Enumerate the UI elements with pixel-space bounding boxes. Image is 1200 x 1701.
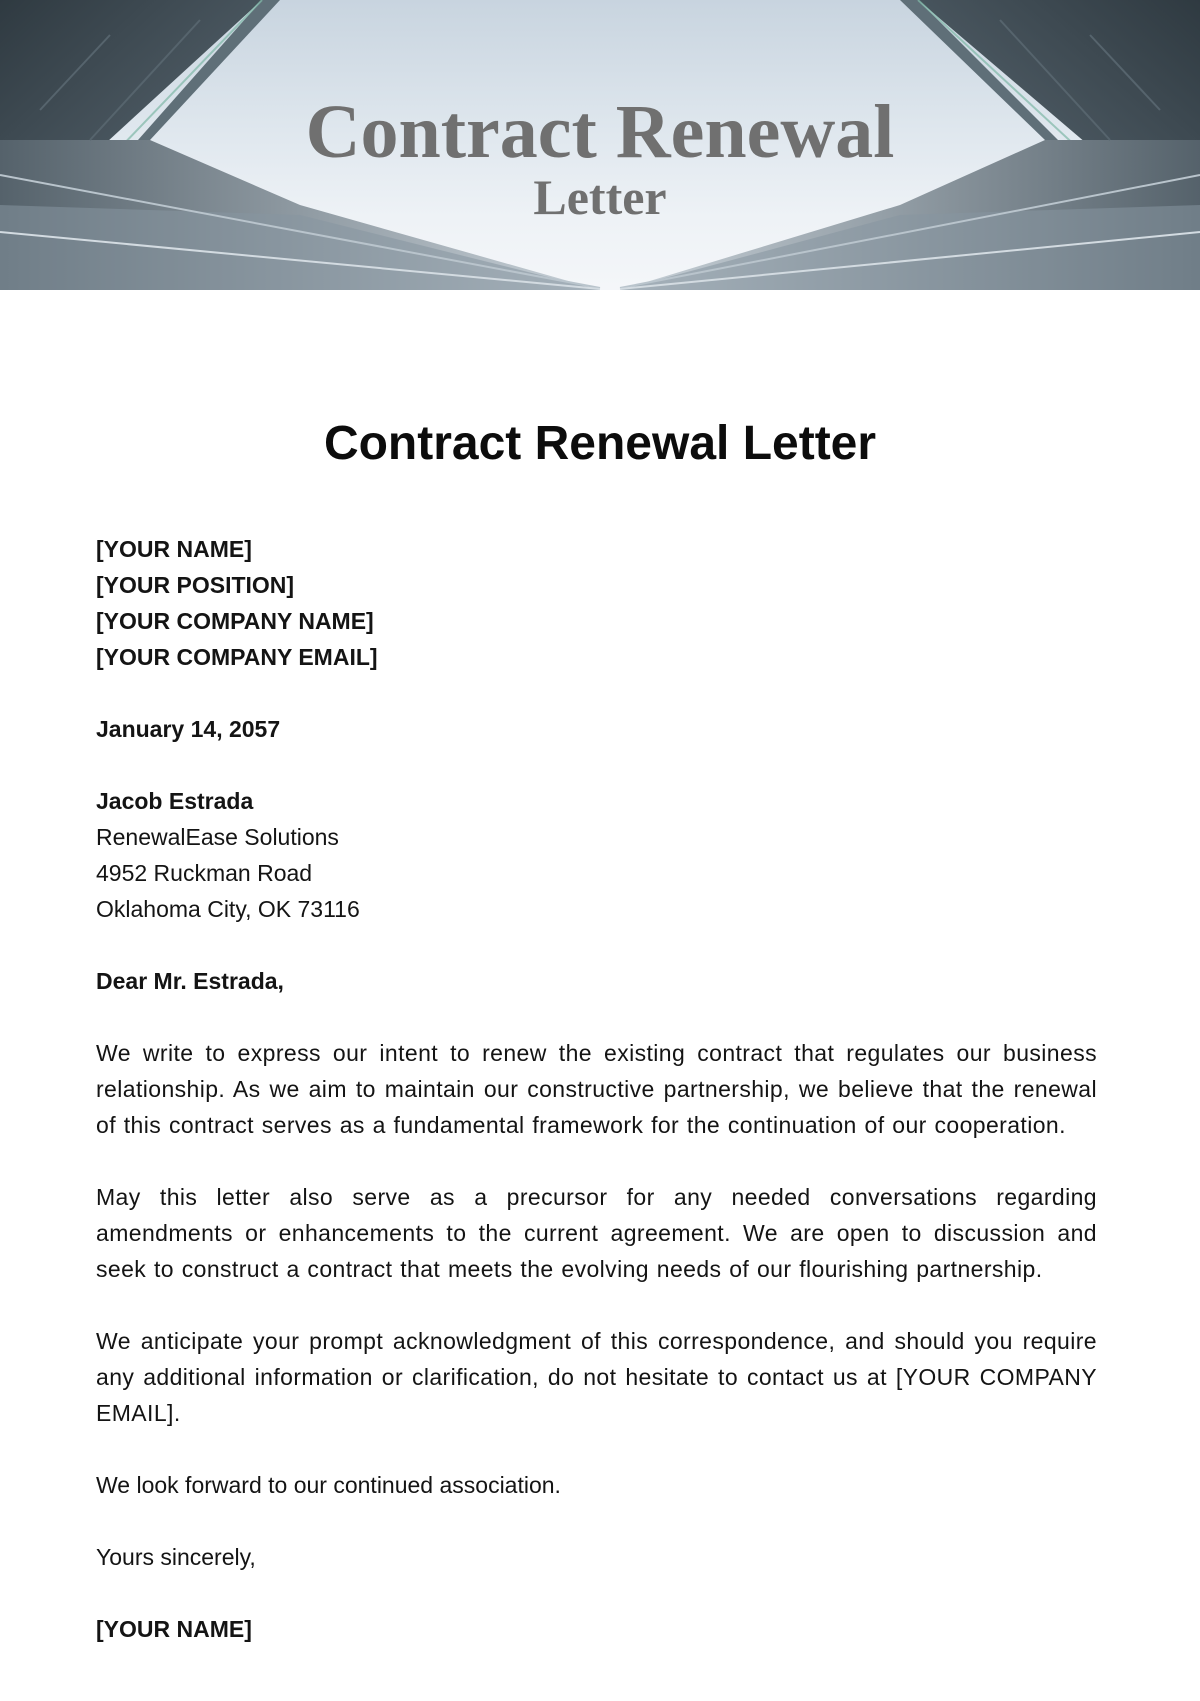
paragraph-2-block — [96, 1179, 1097, 1287]
signature-name: [YOUR NAME] — [96, 1616, 252, 1642]
header-banner — [0, 0, 1200, 290]
salutation: Dear Mr. Estrada, — [96, 968, 284, 994]
letter-body — [96, 531, 1097, 1683]
recipient-address-line1: 4952 Ruckman Road — [96, 860, 313, 886]
body-paragraph: We anticipate your prompt acknowledgment of this correspondence, and should you require any additional information or clarification, do not hesitate to contact us at [YOUR COMPANY EMAIL]. — [96, 1328, 1097, 1426]
page-title: Contract Renewal Letter — [323, 417, 877, 470]
paragraph-4-block — [96, 1467, 1097, 1503]
sender-position: [YOUR POSITION] — [96, 572, 295, 598]
date-block — [96, 711, 1097, 747]
body-paragraph: We write to express our intent to renew the existing contract that regulates our business relationship. As we aim to maintain our constructive partnership, we believe that the renewal of this contract serves as a fundamental framework for the continuation of our cooperation. — [96, 1040, 1097, 1138]
signature-block — [96, 1611, 1097, 1647]
paragraph-1-block — [96, 1035, 1097, 1143]
sender-company-email: [YOUR COMPANY EMAIL] — [96, 644, 378, 670]
recipient-address-line2: Oklahoma City, OK 73116 — [96, 896, 360, 922]
banner-subtitle: Letter — [533, 169, 667, 225]
sender-block — [96, 531, 1097, 675]
closing: Yours sincerely, — [96, 1544, 256, 1570]
paragraph-3-block — [96, 1323, 1097, 1431]
salutation-block — [96, 963, 1097, 999]
sender-name: [YOUR NAME] — [96, 536, 252, 562]
closing-block — [96, 1539, 1097, 1575]
recipient-name: Jacob Estrada — [96, 788, 254, 814]
recipient-company: RenewalEase Solutions — [96, 824, 339, 850]
body-paragraph: May this letter also serve as a precursor for any needed conversations regarding amendments or enhancements to the current agreement. We are open to discussion and seek to construct a contract that meets the evolving needs of our flourishing partnership. — [96, 1184, 1097, 1282]
banner-title: Contract Renewal — [305, 90, 895, 174]
letter-date: January 14, 2057 — [96, 716, 281, 742]
recipient-block — [96, 783, 1097, 927]
sender-company-name: [YOUR COMPANY NAME] — [96, 608, 374, 634]
body-paragraph: We look forward to our continued association. — [96, 1472, 561, 1498]
